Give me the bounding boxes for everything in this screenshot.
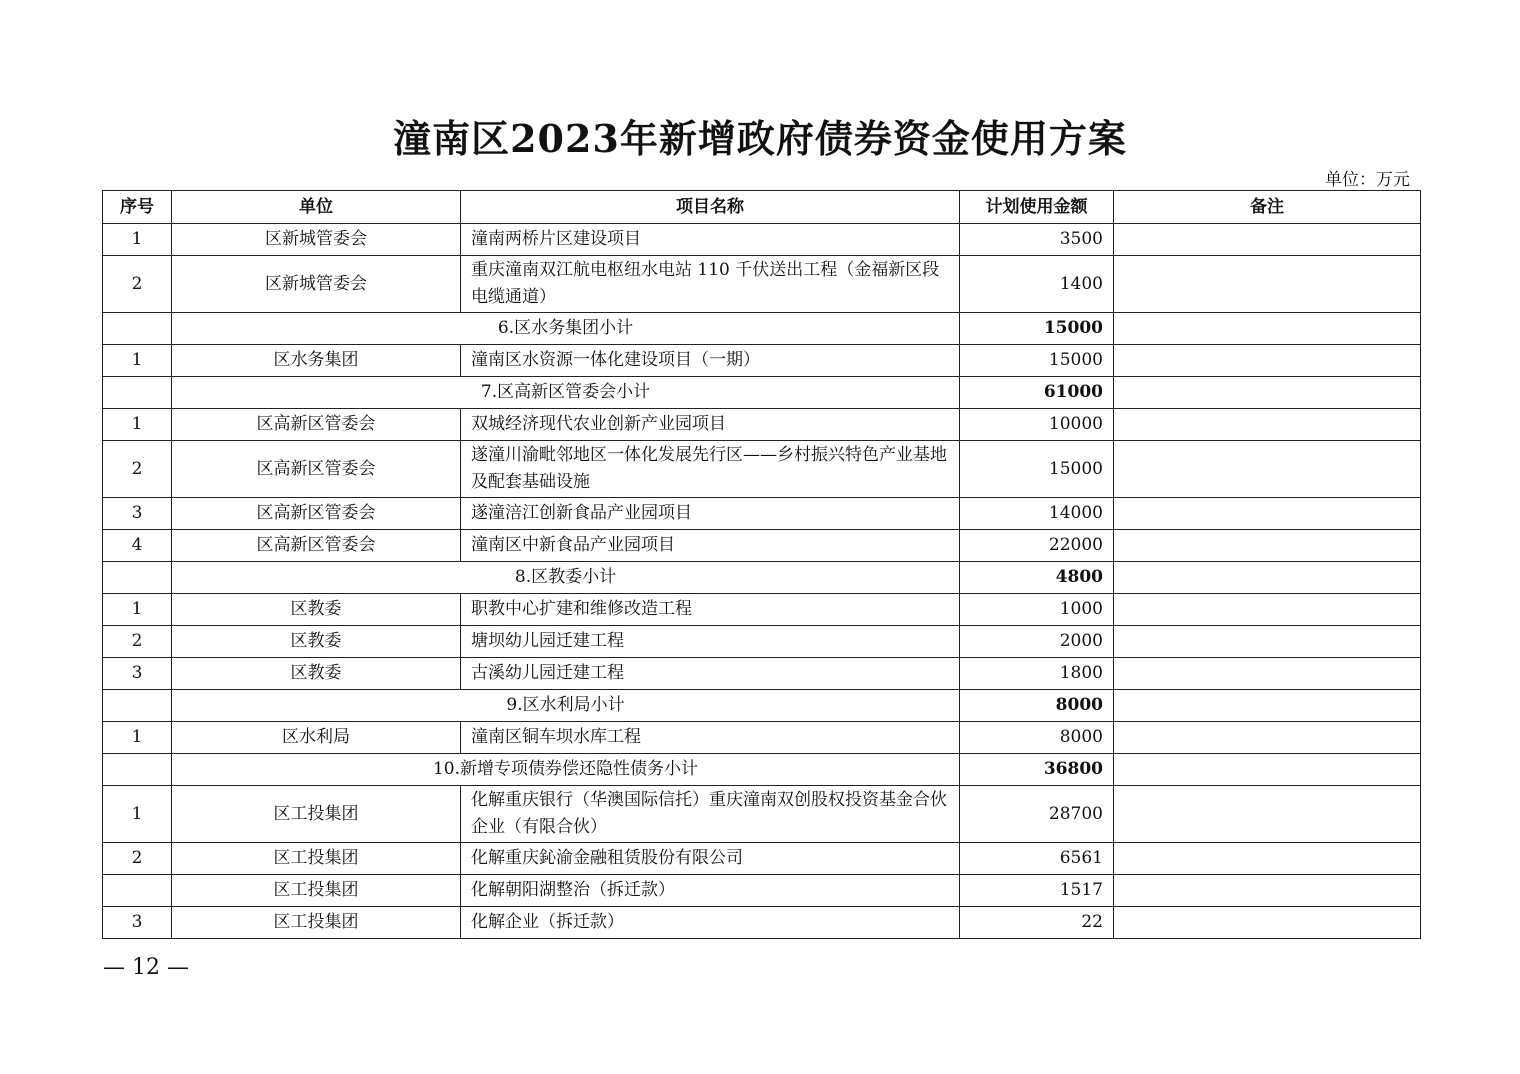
row-note	[1114, 843, 1421, 875]
subtotal-row	[103, 377, 1421, 409]
row-unit: 区水务集团	[172, 345, 461, 377]
subtotal-row	[103, 562, 1421, 594]
row-index: 2	[103, 441, 172, 498]
row-amount: 1000	[960, 594, 1114, 626]
subtotal-amount: 8000	[960, 690, 1114, 722]
row-index: 2	[103, 256, 172, 313]
row-amount: 15000	[960, 441, 1114, 498]
row-note	[1114, 224, 1421, 256]
row-note	[1114, 498, 1421, 530]
header-project-name: 项目名称	[461, 191, 960, 224]
empty-cell	[103, 562, 172, 594]
row-index: 1	[103, 722, 172, 754]
row-unit: 区新城管委会	[172, 256, 461, 313]
row-note	[1114, 907, 1421, 939]
row-project-name: 化解企业（拆迁款）	[461, 907, 960, 939]
row-unit: 区水利局	[172, 722, 461, 754]
empty-cell	[103, 377, 172, 409]
row-unit: 区教委	[172, 658, 461, 690]
table-body	[103, 224, 1421, 939]
table-row	[103, 722, 1421, 754]
row-project-name: 重庆潼南双江航电枢纽水电站 110 千伏送出工程（金福新区段电缆通道）	[461, 256, 960, 313]
row-index: 1	[103, 594, 172, 626]
row-note	[1114, 594, 1421, 626]
table-row	[103, 345, 1421, 377]
row-amount: 28700	[960, 786, 1114, 843]
table-row	[103, 498, 1421, 530]
note-cell	[1114, 313, 1421, 345]
row-unit: 区工投集团	[172, 786, 461, 843]
row-project-name: 化解重庆鈊渝金融租赁股份有限公司	[461, 843, 960, 875]
page-number: — 12 —	[103, 955, 189, 980]
row-project-name: 化解重庆银行（华澳国际信托）重庆潼南双创股权投资基金合伙企业（有限合伙）	[461, 786, 960, 843]
row-amount: 14000	[960, 498, 1114, 530]
table-row	[103, 594, 1421, 626]
row-note	[1114, 409, 1421, 441]
row-unit: 区教委	[172, 626, 461, 658]
header-planned-amount: 计划使用金额	[960, 191, 1114, 224]
row-amount: 3500	[960, 224, 1114, 256]
subtotal-label: 7.区高新区管委会小计	[172, 377, 960, 409]
empty-cell	[103, 690, 172, 722]
row-amount: 22000	[960, 530, 1114, 562]
row-note	[1114, 256, 1421, 313]
table-row	[103, 409, 1421, 441]
row-project-name: 塘坝幼儿园迁建工程	[461, 626, 960, 658]
header-unit: 单位	[172, 191, 461, 224]
row-index: 2	[103, 626, 172, 658]
row-amount: 1400	[960, 256, 1114, 313]
row-index: 3	[103, 498, 172, 530]
row-index: 1	[103, 409, 172, 441]
row-project-name: 潼南区水资源一体化建设项目（一期）	[461, 345, 960, 377]
subtotal-amount: 36800	[960, 754, 1114, 786]
subtotal-label: 8.区教委小计	[172, 562, 960, 594]
row-amount: 6561	[960, 843, 1114, 875]
subtotal-amount: 4800	[960, 562, 1114, 594]
row-project-name: 潼南区铜车坝水库工程	[461, 722, 960, 754]
row-note	[1114, 786, 1421, 843]
row-unit: 区工投集团	[172, 907, 461, 939]
row-index: 1	[103, 224, 172, 256]
row-amount: 1517	[960, 875, 1114, 907]
row-note	[1114, 345, 1421, 377]
row-note	[1114, 722, 1421, 754]
row-project-name: 双城经济现代农业创新产业园项目	[461, 409, 960, 441]
row-amount: 15000	[960, 345, 1114, 377]
subtotal-label: 9.区水利局小计	[172, 690, 960, 722]
row-unit: 区教委	[172, 594, 461, 626]
table-row	[103, 875, 1421, 907]
table-row	[103, 530, 1421, 562]
subtotal-row	[103, 313, 1421, 345]
empty-cell	[103, 313, 172, 345]
table-row	[103, 224, 1421, 256]
row-unit: 区工投集团	[172, 875, 461, 907]
subtotal-row	[103, 690, 1421, 722]
subtotal-label: 10.新增专项债券偿还隐性债务小计	[172, 754, 960, 786]
table-row	[103, 626, 1421, 658]
row-note	[1114, 658, 1421, 690]
row-amount: 1800	[960, 658, 1114, 690]
table-row	[103, 843, 1421, 875]
table-row	[103, 441, 1421, 498]
note-cell	[1114, 690, 1421, 722]
row-index: 2	[103, 843, 172, 875]
row-project-name: 遂潼川渝毗邻地区一体化发展先行区——乡村振兴特色产业基地及配套基础设施	[461, 441, 960, 498]
row-index	[103, 875, 172, 907]
note-cell	[1114, 754, 1421, 786]
row-project-name: 潼南两桥片区建设项目	[461, 224, 960, 256]
document-title: 潼南区2023年新增政府债券资金使用方案	[393, 116, 1127, 161]
table-row	[103, 256, 1421, 313]
table-row	[103, 907, 1421, 939]
row-unit: 区高新区管委会	[172, 409, 461, 441]
row-project-name: 古溪幼儿园迁建工程	[461, 658, 960, 690]
unit-label: 单位：万元	[1325, 170, 1410, 190]
row-amount: 22	[960, 907, 1114, 939]
row-amount: 8000	[960, 722, 1114, 754]
row-note	[1114, 530, 1421, 562]
row-unit: 区新城管委会	[172, 224, 461, 256]
subtotal-amount: 61000	[960, 377, 1114, 409]
row-index: 1	[103, 345, 172, 377]
note-cell	[1114, 562, 1421, 594]
note-cell	[1114, 377, 1421, 409]
row-project-name: 化解朝阳湖整治（拆迁款）	[461, 875, 960, 907]
row-note	[1114, 441, 1421, 498]
row-amount: 2000	[960, 626, 1114, 658]
subtotal-label: 6.区水务集团小计	[172, 313, 960, 345]
row-unit: 区高新区管委会	[172, 441, 461, 498]
row-project-name: 潼南区中新食品产业园项目	[461, 530, 960, 562]
table-row	[103, 658, 1421, 690]
bond-fund-table	[102, 190, 1421, 939]
row-index: 3	[103, 658, 172, 690]
header-remarks: 备注	[1114, 191, 1421, 224]
row-index: 3	[103, 907, 172, 939]
row-unit: 区高新区管委会	[172, 498, 461, 530]
row-amount: 10000	[960, 409, 1114, 441]
row-unit: 区高新区管委会	[172, 530, 461, 562]
row-project-name: 遂潼涪江创新食品产业园项目	[461, 498, 960, 530]
row-unit: 区工投集团	[172, 843, 461, 875]
table-header-row	[103, 191, 1421, 224]
row-note	[1114, 875, 1421, 907]
row-index: 1	[103, 786, 172, 843]
row-project-name: 职教中心扩建和维修改造工程	[461, 594, 960, 626]
subtotal-amount: 15000	[960, 313, 1114, 345]
subtotal-row	[103, 754, 1421, 786]
table-row	[103, 786, 1421, 843]
header-index: 序号	[103, 191, 172, 224]
row-note	[1114, 626, 1421, 658]
row-index: 4	[103, 530, 172, 562]
empty-cell	[103, 754, 172, 786]
